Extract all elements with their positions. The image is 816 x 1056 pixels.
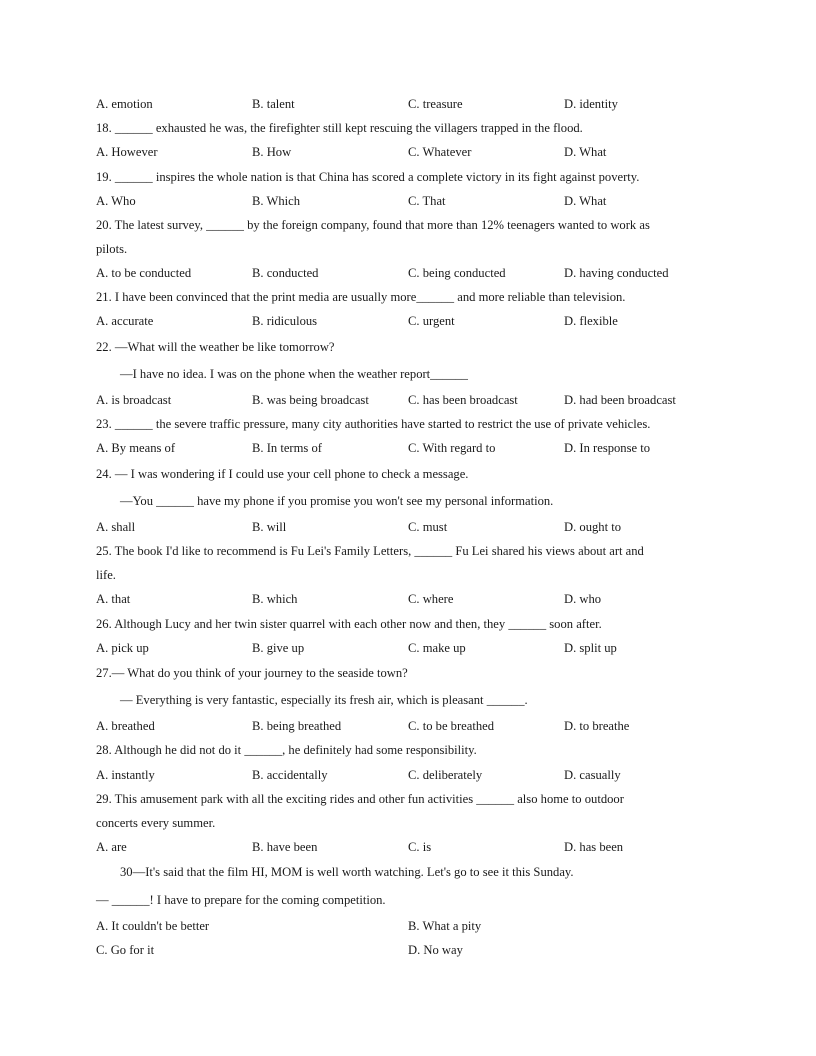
- option-b: B. was being broadcast: [252, 393, 369, 407]
- option-d: D. identity: [564, 97, 618, 111]
- option-c: C. being conducted: [408, 266, 506, 280]
- option-c: C. Go for it: [96, 943, 155, 957]
- option-b: B. have been: [252, 840, 318, 854]
- option-d: D. has been: [564, 840, 624, 854]
- question-22-stem: 22. —What will the weather be like tomorrow?: [96, 340, 335, 354]
- option-a: A. instantly: [96, 768, 155, 782]
- option-b: B. accidentally: [252, 768, 328, 782]
- option-a: A. is broadcast: [96, 393, 172, 407]
- option-c: C. has been broadcast: [408, 393, 518, 407]
- question-27-stem: 27.— What do you think of your journey to the seaside town?: [96, 666, 408, 680]
- option-c: C. to be breathed: [408, 719, 495, 733]
- question-29-stem-continued: concerts every summer.: [96, 816, 216, 830]
- option-b: B. ridiculous: [252, 314, 318, 328]
- option-c: C. make up: [408, 641, 466, 655]
- option-c: C. where: [408, 592, 454, 606]
- option-d: D. to breathe: [564, 719, 630, 733]
- question-24-reply: —You ______ have my phone if you promise you won't see my personal information.: [120, 494, 554, 508]
- option-b: B. How: [252, 145, 292, 159]
- option-d: D. No way: [408, 943, 463, 957]
- option-c: C. Whatever: [408, 145, 472, 159]
- option-c: C. treasure: [408, 97, 463, 111]
- question-19-stem: 19. ______ inspires the whole nation is that China has scored a complete victory in its fight against poverty.: [96, 170, 640, 184]
- option-a: A. It couldn't be better: [96, 919, 210, 933]
- option-a: A. Who: [96, 194, 136, 208]
- option-a: A. emotion: [96, 97, 153, 111]
- option-c: C. is: [408, 840, 432, 854]
- option-a: A. However: [96, 145, 158, 159]
- question-20-stem-continued: pilots.: [96, 242, 128, 256]
- option-b: B. being breathed: [252, 719, 342, 733]
- question-22-reply: —I have no idea. I was on the phone when the weather report______: [120, 367, 468, 381]
- question-28-stem: 28. Although he did not do it ______, he definitely had some responsibility.: [96, 743, 477, 757]
- option-d: D. What: [564, 145, 607, 159]
- question-18-stem: 18. ______ exhausted he was, the firefighter still kept rescuing the villagers trapped in the flood.: [96, 121, 583, 135]
- option-a: A. shall: [96, 520, 136, 534]
- option-b: B. What a pity: [408, 919, 482, 933]
- option-d: D. What: [564, 194, 607, 208]
- option-a: A. breathed: [96, 719, 155, 733]
- option-c: C. must: [408, 520, 448, 534]
- option-b: B. Which: [252, 194, 301, 208]
- option-b: B. give up: [252, 641, 305, 655]
- option-d: D. casually: [564, 768, 621, 782]
- option-a: A. accurate: [96, 314, 154, 328]
- option-a: A. are: [96, 840, 127, 854]
- question-25-stem-continued: life.: [96, 568, 116, 582]
- option-b: B. In terms of: [252, 441, 322, 455]
- question-20-stem: 20. The latest survey, ______ by the foreign company, found that more than 12% teenagers wanted to work as: [96, 218, 650, 232]
- question-30-reply: — ______! I have to prepare for the coming competition.: [96, 893, 386, 907]
- option-b: B. will: [252, 520, 287, 534]
- question-21-stem: 21. I have been convinced that the print media are usually more______ and more reliable than television.: [96, 290, 626, 304]
- question-25-stem: 25. The book I'd like to recommend is Fu Lei's Family Letters, ______ Fu Lei shared his views about art and: [96, 544, 644, 558]
- option-d: D. In response to: [564, 441, 651, 455]
- option-d: D. split up: [564, 641, 617, 655]
- option-d: D. flexible: [564, 314, 618, 328]
- question-30-stem: 30—It's said that the film HI, MOM is well worth watching. Let's go to see it this Sunday.: [120, 865, 574, 879]
- option-a: A. pick up: [96, 641, 149, 655]
- option-d: D. had been broadcast: [564, 393, 676, 407]
- option-d: D. ought to: [564, 520, 622, 534]
- option-a: A. By means of: [96, 441, 176, 455]
- option-b: B. which: [252, 592, 298, 606]
- option-a: A. that: [96, 592, 131, 606]
- option-c: C. urgent: [408, 314, 455, 328]
- question-27-reply: — Everything is very fantastic, especially its fresh air, which is pleasant ______.: [120, 693, 528, 707]
- option-a: A. to be conducted: [96, 266, 192, 280]
- option-d: D. who: [564, 592, 602, 606]
- option-c: C. That: [408, 194, 446, 208]
- question-23-stem: 23. ______ the severe traffic pressure, many city authorities have started to restrict the use of private vehicles.: [96, 417, 651, 431]
- question-26-stem: 26. Although Lucy and her twin sister quarrel with each other now and then, they ______ soon after.: [96, 617, 602, 631]
- option-c: C. deliberately: [408, 768, 483, 782]
- question-24-stem: 24. — I was wondering if I could use your cell phone to check a message.: [96, 467, 469, 481]
- option-c: C. With regard to: [408, 441, 496, 455]
- question-29-stem: 29. This amusement park with all the exciting rides and other fun activities ______ also home to outdoor: [96, 792, 624, 806]
- option-b: B. conducted: [252, 266, 319, 280]
- option-d: D. having conducted: [564, 266, 669, 280]
- option-b: B. talent: [252, 97, 295, 111]
